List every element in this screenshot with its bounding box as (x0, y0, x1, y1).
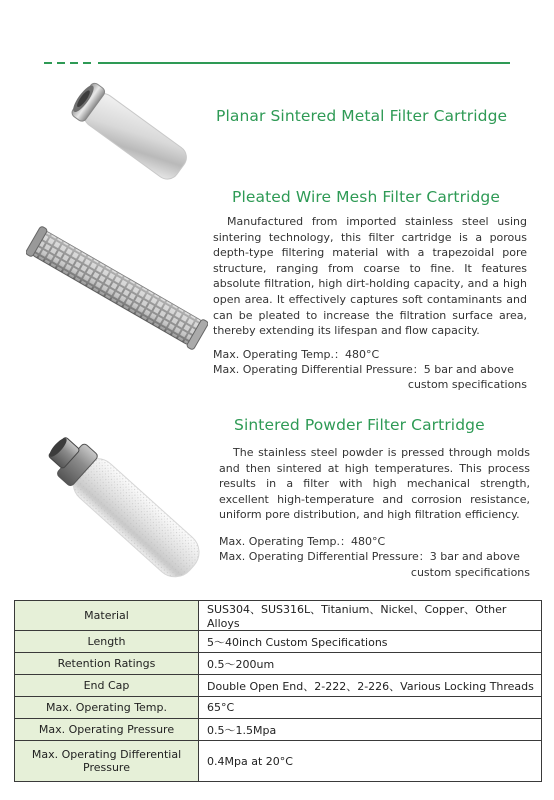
table-row (15, 601, 542, 631)
pleated-mesh-cartridge-image (26, 214, 208, 362)
table-row (15, 741, 542, 782)
spec-label-end-cap: End Cap (15, 675, 199, 697)
spec-label-material: Material (15, 601, 199, 631)
product-max-pressure-pleated: Max. Operating Differential Pressure：5 bar and above (213, 363, 514, 376)
spec-label-max-diff-pressure: Max. Operating Differential Pressure (15, 741, 199, 782)
table-row (15, 675, 542, 697)
spec-value-max-pressure: 0.5～1.5Mpa (199, 719, 542, 741)
planar-cartridge-image (60, 78, 205, 190)
spec-value-material: SUS304、SUS316L、Titanium、Nickel、Copper、Other Alloys (199, 601, 542, 631)
product-custom-pleated: custom specifications (407, 378, 527, 391)
product-title-planar: Planar Sintered Metal Filter Cartridge (216, 107, 508, 125)
spec-value-length: 5～40inch Custom Specifications (199, 631, 542, 653)
spec-value-end-cap: Double Open End、2-222、2-226、Various Locking Threads (199, 675, 542, 697)
table-row (15, 653, 542, 675)
spec-value-max-diff-pressure: 0.4Mpa at 20°C (199, 741, 542, 782)
product-max-pressure-sintered: Max. Operating Differential Pressure：3 bar and above (219, 550, 520, 563)
spec-label-retention: Retention Ratings (15, 653, 199, 675)
specification-table (14, 600, 542, 782)
spec-label-max-pressure: Max. Operating Pressure (15, 719, 199, 741)
product-custom-sintered: custom specifications (410, 566, 530, 579)
spec-value-max-temp: 65°C (199, 697, 542, 719)
table-row (15, 719, 542, 741)
table-row (15, 697, 542, 719)
product-title-sintered: Sintered Powder Filter Cartridge (234, 416, 485, 434)
product-description-sintered: The stainless steel powder is pressed through molds and then sintered at high temperatures. This process results in a filter with high mechanical strength, excellent high-temperature and corrosion resistance, uniform pore distribution, and high filtration efficiency. (219, 446, 530, 522)
spec-label-length: Length (15, 631, 199, 653)
product-title-pleated: Pleated Wire Mesh Filter Cartridge (232, 188, 500, 206)
product-description-pleated: Manufactured from imported stainless steel using sintering technology, this filter cartridge is a porous depth-type filtering material with a trapezoidal pore structure, ranging from coarse to fine. It features absolute filtration, high dirt-holding capacity, and a high open area. It effectively captures soft contaminants and can be pleated to increase the filtration surface area, thereby extending its lifespan and flow capacity. (213, 215, 527, 338)
sintered-powder-cartridge-image (32, 420, 212, 590)
table-row (15, 631, 542, 653)
product-max-temp-sintered: Max. Operating Temp.：480°C (219, 535, 386, 548)
product-max-temp-pleated: Max. Operating Temp.：480°C (213, 348, 380, 361)
spec-label-max-temp: Max. Operating Temp. (15, 697, 199, 719)
top-divider (44, 62, 510, 64)
spec-value-retention: 0.5～200um (199, 653, 542, 675)
